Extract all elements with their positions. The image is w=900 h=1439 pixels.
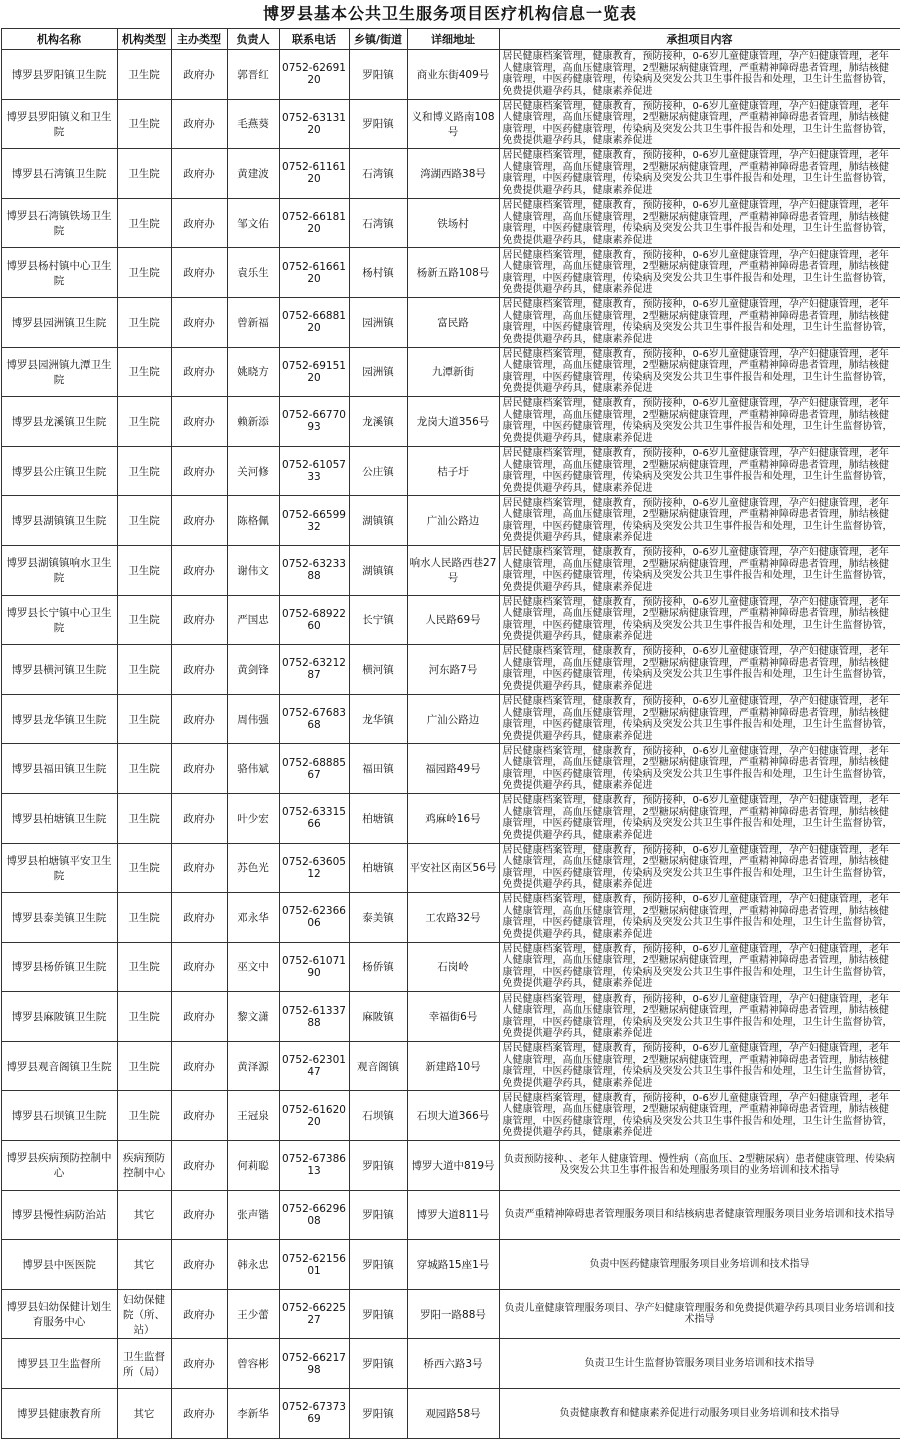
table-row [1, 1041, 900, 1091]
cell-head: 黄剑锋 [227, 645, 279, 695]
table-row [1, 545, 900, 595]
cell-org: 政府办 [171, 843, 227, 893]
cell-phone: 0752-6215601 [279, 1240, 349, 1290]
cell-content: 居民健康档案管理，健康教育，预防接种，0-6岁儿童健康管理，孕产妇健康管理，老年人健康管理，高血压健康管理，2型糖尿病健康管理，严重精神障碍患者管理，肺结核健康管理，中医药健康管理，传染病及突发公共卫生事件报告和处理，卫生计生监督协管，免费提供避孕药具，健康素养促进 [499, 1091, 900, 1141]
cell-town: 罗阳镇 [349, 1339, 407, 1389]
cell-type: 卫生院 [117, 198, 171, 248]
cell-town: 园洲镇 [349, 297, 407, 347]
table-row [1, 992, 900, 1042]
cell-name: 博罗县观音阁镇卫生院 [1, 1041, 117, 1091]
cell-addr: 桔子圩 [407, 446, 499, 496]
cell-content: 居民健康档案管理，健康教育，预防接种，0-6岁儿童健康管理，孕产妇健康管理，老年人健康管理，高血压健康管理，2型糖尿病健康管理，严重精神障碍患者管理，肺结核健康管理，中医药健康管理，传染病及突发公共卫生事件报告和处理，卫生计生监督协管，免费提供避孕药具，健康素养促进 [499, 744, 900, 794]
cell-type: 卫生院 [117, 397, 171, 447]
cell-name: 博罗县罗阳镇卫生院 [1, 50, 117, 100]
cell-phone: 0752-6162020 [279, 1091, 349, 1141]
cell-addr: 广汕公路边 [407, 694, 499, 744]
table-row [1, 1240, 900, 1290]
cell-head: 曾容彬 [227, 1339, 279, 1389]
cell-town: 麻陂镇 [349, 992, 407, 1042]
cell-content: 负责卫生计生监督协管服务项目业务培训和技术指导 [499, 1339, 900, 1389]
cell-type: 卫生院 [117, 545, 171, 595]
cell-town: 杨侨镇 [349, 942, 407, 992]
cell-phone: 0752-6629608 [279, 1190, 349, 1240]
cell-addr: 广汕公路边 [407, 496, 499, 546]
cell-content: 居民健康档案管理，健康教育，预防接种，0-6岁儿童健康管理，孕产妇健康管理，老年人健康管理，高血压健康管理，2型糖尿病健康管理，严重精神障碍患者管理，肺结核健康管理，中医药健康管理，传染病及突发公共卫生事件报告和处理，卫生计生监督协管，免费提供避孕药具，健康素养促进 [499, 793, 900, 843]
cell-town: 泰美镇 [349, 893, 407, 943]
cell-type: 卫生院 [117, 595, 171, 645]
cell-phone: 0752-6892260 [279, 595, 349, 645]
cell-phone: 0752-6688120 [279, 297, 349, 347]
cell-type: 卫生院 [117, 149, 171, 199]
cell-addr: 罗阳一路88号 [407, 1289, 499, 1339]
cell-addr: 响水人民路西巷27号 [407, 545, 499, 595]
cell-content: 负责中医药健康管理服务项目业务培训和技术指导 [499, 1240, 900, 1290]
cell-org: 政府办 [171, 645, 227, 695]
cell-head: 王冠泉 [227, 1091, 279, 1141]
cell-addr: 观园路58号 [407, 1389, 499, 1439]
table-row [1, 248, 900, 298]
cell-content: 负责严重精神障碍患者管理服务项目和结核病患者健康管理服务项目业务培训和技术指导 [499, 1190, 900, 1240]
cell-phone: 0752-6915120 [279, 347, 349, 397]
cell-addr: 湾湖西路38号 [407, 149, 499, 199]
cell-org: 政府办 [171, 893, 227, 943]
header-cell: 负责人 [227, 29, 279, 50]
cell-phone: 0752-6622527 [279, 1289, 349, 1339]
cell-type: 卫生院 [117, 446, 171, 496]
cell-name: 博罗县泰美镇卫生院 [1, 893, 117, 943]
cell-town: 龙溪镇 [349, 397, 407, 447]
table-row [1, 496, 900, 546]
cell-phone: 0752-6768368 [279, 694, 349, 744]
cell-org: 政府办 [171, 1141, 227, 1191]
cell-name: 博罗县中医医院 [1, 1240, 117, 1290]
institution-table [1, 28, 900, 1439]
cell-name: 博罗县石坝镇卫生院 [1, 1091, 117, 1141]
cell-type: 卫生院 [117, 1091, 171, 1141]
cell-town: 园洲镇 [349, 347, 407, 397]
cell-phone: 0752-6107190 [279, 942, 349, 992]
table-row [1, 645, 900, 695]
cell-phone: 0752-6236606 [279, 893, 349, 943]
table-row [1, 446, 900, 496]
cell-name: 博罗县妇幼保健计划生育服务中心 [1, 1289, 117, 1339]
cell-org: 政府办 [171, 1091, 227, 1141]
cell-content: 居民健康档案管理，健康教育，预防接种，0-6岁儿童健康管理，孕产妇健康管理，老年人健康管理，高血压健康管理，2型糖尿病健康管理，严重精神障碍患者管理，肺结核健康管理，中医药健康管理，传染病及突发公共卫生事件报告和处理，卫生计生监督协管，免费提供避孕药具，健康素养促进 [499, 496, 900, 546]
cell-org: 政府办 [171, 694, 227, 744]
cell-town: 横河镇 [349, 645, 407, 695]
cell-type: 卫生院 [117, 843, 171, 893]
cell-head: 邹文佑 [227, 198, 279, 248]
cell-addr: 新建路10号 [407, 1041, 499, 1091]
cell-phone: 0752-6133788 [279, 992, 349, 1042]
cell-phone: 0752-6269120 [279, 50, 349, 100]
cell-phone: 0752-6888567 [279, 744, 349, 794]
cell-name: 博罗县麻陂镇卫生院 [1, 992, 117, 1042]
cell-town: 福田镇 [349, 744, 407, 794]
cell-addr: 人民路69号 [407, 595, 499, 645]
cell-addr: 铁场村 [407, 198, 499, 248]
cell-org: 政府办 [171, 397, 227, 447]
cell-name: 博罗县慢性病防治站 [1, 1190, 117, 1240]
cell-org: 政府办 [171, 149, 227, 199]
cell-town: 长宁镇 [349, 595, 407, 645]
table-row [1, 1190, 900, 1240]
cell-name: 博罗县疾病预防控制中心 [1, 1141, 117, 1191]
cell-phone: 0752-6737369 [279, 1389, 349, 1439]
cell-content: 居民健康档案管理，健康教育，预防接种，0-6岁儿童健康管理，孕产妇健康管理，老年人健康管理，高血压健康管理，2型糖尿病健康管理，严重精神障碍患者管理，肺结核健康管理，中医药健康管理，传染病及突发公共卫生事件报告和处理，卫生计生监督协管，免费提供避孕药具，健康素养促进 [499, 942, 900, 992]
cell-town: 罗阳镇 [349, 50, 407, 100]
cell-type: 卫生院 [117, 496, 171, 546]
cell-type: 卫生院 [117, 50, 171, 100]
cell-content: 居民健康档案管理，健康教育，预防接种，0-6岁儿童健康管理，孕产妇健康管理，老年人健康管理，高血压健康管理，2型糖尿病健康管理，严重精神障碍患者管理，肺结核健康管理，中医药健康管理，传染病及突发公共卫生事件报告和处理，卫生计生监督协管，免费提供避孕药具，健康素养促进 [499, 595, 900, 645]
cell-name: 博罗县石湾镇铁场卫生院 [1, 198, 117, 248]
table-row [1, 1339, 900, 1389]
cell-head: 赖新添 [227, 397, 279, 447]
cell-phone: 0752-6677093 [279, 397, 349, 447]
cell-content: 居民健康档案管理，健康教育，预防接种，0-6岁儿童健康管理，孕产妇健康管理，老年人健康管理，高血压健康管理，2型糖尿病健康管理，严重精神障碍患者管理，肺结核健康管理，中医药健康管理，传染病及突发公共卫生事件报告和处理，卫生计生监督协管，免费提供避孕药具，健康素养促进 [499, 50, 900, 100]
table-row [1, 1091, 900, 1141]
table-row [1, 1289, 900, 1339]
table-row [1, 347, 900, 397]
cell-content: 居民健康档案管理，健康教育，预防接种，0-6岁儿童健康管理，孕产妇健康管理，老年人健康管理，高血压健康管理，2型糖尿病健康管理，严重精神障碍患者管理，肺结核健康管理，中医药健康管理，传染病及突发公共卫生事件报告和处理，卫生计生监督协管，免费提供避孕药具，健康素养促进 [499, 645, 900, 695]
cell-town: 石湾镇 [349, 149, 407, 199]
cell-org: 政府办 [171, 595, 227, 645]
cell-phone: 0752-6659932 [279, 496, 349, 546]
header-cell: 机构名称 [1, 29, 117, 50]
cell-addr: 石坝大道366号 [407, 1091, 499, 1141]
cell-org: 政府办 [171, 1041, 227, 1091]
cell-head: 谢伟文 [227, 545, 279, 595]
cell-addr: 博罗大道中819号 [407, 1141, 499, 1191]
cell-content: 负责健康教育和健康素养促进行动服务项目业务培训和技术指导 [499, 1389, 900, 1439]
cell-type: 卫生院 [117, 297, 171, 347]
table-row [1, 694, 900, 744]
cell-type: 卫生院 [117, 744, 171, 794]
cell-phone: 0752-6323388 [279, 545, 349, 595]
cell-type: 卫生院 [117, 248, 171, 298]
cell-town: 罗阳镇 [349, 1141, 407, 1191]
cell-head: 叶少宏 [227, 793, 279, 843]
cell-type: 其它 [117, 1240, 171, 1290]
cell-head: 李新华 [227, 1389, 279, 1439]
cell-type: 卫生院 [117, 347, 171, 397]
cell-content: 居民健康档案管理，健康教育，预防接种，0-6岁儿童健康管理，孕产妇健康管理，老年人健康管理，高血压健康管理，2型糖尿病健康管理，严重精神障碍患者管理，肺结核健康管理，中医药健康管理，传染病及突发公共卫生事件报告和处理，卫生计生监督协管，免费提供避孕药具，健康素养促进 [499, 446, 900, 496]
cell-org: 政府办 [171, 248, 227, 298]
cell-phone: 0752-6230147 [279, 1041, 349, 1091]
cell-type: 卫生院 [117, 1041, 171, 1091]
cell-org: 政府办 [171, 744, 227, 794]
cell-name: 博罗县石湾镇卫生院 [1, 149, 117, 199]
cell-name: 博罗县湖镇镇卫生院 [1, 496, 117, 546]
cell-town: 罗阳镇 [349, 1289, 407, 1339]
cell-name: 博罗县罗阳镇义和卫生院 [1, 99, 117, 149]
cell-content: 居民健康档案管理，健康教育，预防接种，0-6岁儿童健康管理，孕产妇健康管理，老年人健康管理，高血压健康管理，2型糖尿病健康管理，严重精神障碍患者管理，肺结核健康管理，中医药健康管理，传染病及突发公共卫生事件报告和处理，卫生计生监督协管，免费提供避孕药具，健康素养促进 [499, 347, 900, 397]
cell-type: 卫生院 [117, 645, 171, 695]
table-row [1, 744, 900, 794]
cell-type: 卫生院 [117, 793, 171, 843]
table-row [1, 793, 900, 843]
cell-head: 邓永华 [227, 893, 279, 943]
cell-org: 政府办 [171, 99, 227, 149]
cell-town: 龙华镇 [349, 694, 407, 744]
cell-head: 骆伟斌 [227, 744, 279, 794]
cell-name: 博罗县龙华镇卫生院 [1, 694, 117, 744]
cell-addr: 平安社区南区56号 [407, 843, 499, 893]
table-row [1, 198, 900, 248]
cell-town: 杨村镇 [349, 248, 407, 298]
cell-name: 博罗县健康教育所 [1, 1389, 117, 1439]
cell-org: 政府办 [171, 1389, 227, 1439]
cell-content: 居民健康档案管理，健康教育，预防接种，0-6岁儿童健康管理，孕产妇健康管理，老年人健康管理，高血压健康管理，2型糖尿病健康管理，严重精神障碍患者管理，肺结核健康管理，中医药健康管理，传染病及突发公共卫生事件报告和处理，卫生计生监督协管，免费提供避孕药具，健康素养促进 [499, 149, 900, 199]
cell-content: 居民健康档案管理，健康教育，预防接种，0-6岁儿童健康管理，孕产妇健康管理，老年人健康管理，高血压健康管理，2型糖尿病健康管理，严重精神障碍患者管理，肺结核健康管理，中医药健康管理，传染病及突发公共卫生事件报告和处理，卫生计生监督协管，免费提供避孕药具，健康素养促进 [499, 397, 900, 447]
table-row [1, 1141, 900, 1191]
table-row [1, 99, 900, 149]
cell-head: 韩永忠 [227, 1240, 279, 1290]
cell-type: 卫生院 [117, 893, 171, 943]
cell-type: 其它 [117, 1190, 171, 1240]
table-body [1, 50, 900, 1439]
cell-org: 政府办 [171, 50, 227, 100]
cell-addr: 富民路 [407, 297, 499, 347]
cell-phone: 0752-6738613 [279, 1141, 349, 1191]
cell-org: 政府办 [171, 446, 227, 496]
cell-head: 王少蕾 [227, 1289, 279, 1339]
table-row [1, 149, 900, 199]
cell-town: 罗阳镇 [349, 1240, 407, 1290]
cell-org: 政府办 [171, 793, 227, 843]
cell-addr: 龙岗大道356号 [407, 397, 499, 447]
cell-head: 袁乐生 [227, 248, 279, 298]
cell-addr: 工农路32号 [407, 893, 499, 943]
cell-addr: 九潭新街 [407, 347, 499, 397]
cell-head: 张声锴 [227, 1190, 279, 1240]
cell-addr: 石岗岭 [407, 942, 499, 992]
table-row [1, 595, 900, 645]
cell-addr: 幸福街6号 [407, 992, 499, 1042]
cell-head: 巫文中 [227, 942, 279, 992]
cell-town: 罗阳镇 [349, 1389, 407, 1439]
cell-town: 石湾镇 [349, 198, 407, 248]
cell-name: 博罗县柏塘镇卫生院 [1, 793, 117, 843]
cell-type: 妇幼保健院（所、站） [117, 1289, 171, 1339]
cell-type: 卫生院 [117, 942, 171, 992]
table-row [1, 893, 900, 943]
cell-town: 柏塘镇 [349, 843, 407, 893]
cell-content: 居民健康档案管理，健康教育，预防接种，0-6岁儿童健康管理，孕产妇健康管理，老年人健康管理，高血压健康管理，2型糖尿病健康管理，严重精神障碍患者管理，肺结核健康管理，中医药健康管理，传染病及突发公共卫生事件报告和处理，卫生计生监督协管，免费提供避孕药具，健康素养促进 [499, 545, 900, 595]
cell-town: 柏塘镇 [349, 793, 407, 843]
cell-phone: 0752-6313120 [279, 99, 349, 149]
cell-addr: 鸡麻岭16号 [407, 793, 499, 843]
cell-content: 居民健康档案管理，健康教育，预防接种，0-6岁儿童健康管理，孕产妇健康管理，老年人健康管理，高血压健康管理，2型糖尿病健康管理，严重精神障碍患者管理，肺结核健康管理，中医药健康管理，传染病及突发公共卫生事件报告和处理，卫生计生监督协管，免费提供避孕药具，健康素养促进 [499, 99, 900, 149]
cell-phone: 0752-6166120 [279, 248, 349, 298]
cell-head: 周伟强 [227, 694, 279, 744]
cell-org: 政府办 [171, 198, 227, 248]
cell-head: 姚晓方 [227, 347, 279, 397]
cell-addr: 义和博义路南108号 [407, 99, 499, 149]
cell-addr: 商业东街409号 [407, 50, 499, 100]
cell-type: 疾病预防控制中心 [117, 1141, 171, 1191]
header-cell: 主办类型 [171, 29, 227, 50]
header-cell: 联系电话 [279, 29, 349, 50]
cell-town: 观音阁镇 [349, 1041, 407, 1091]
cell-name: 博罗县长宁镇中心卫生院 [1, 595, 117, 645]
cell-town: 公庄镇 [349, 446, 407, 496]
cell-content: 负责儿童健康管理服务项目、孕产妇健康管理服务和免费提供避孕药具项目业务培训和技术指导 [499, 1289, 900, 1339]
cell-addr: 桥西六路3号 [407, 1339, 499, 1389]
cell-org: 政府办 [171, 1289, 227, 1339]
cell-addr: 杨新五路108号 [407, 248, 499, 298]
cell-phone: 0752-6321287 [279, 645, 349, 695]
cell-addr: 博罗大道811号 [407, 1190, 499, 1240]
cell-org: 政府办 [171, 942, 227, 992]
cell-head: 黎文潇 [227, 992, 279, 1042]
cell-name: 博罗县卫生监督所 [1, 1339, 117, 1389]
cell-org: 政府办 [171, 1240, 227, 1290]
cell-org: 政府办 [171, 347, 227, 397]
cell-addr: 穿城路15座1号 [407, 1240, 499, 1290]
cell-type: 卫生院 [117, 992, 171, 1042]
cell-name: 博罗县横河镇卫生院 [1, 645, 117, 695]
cell-head: 陈格佩 [227, 496, 279, 546]
cell-content: 负责预防接种、、老年人健康管理、慢性病（高血压、2型糖尿病）患者健康管理、传染病及突发公共卫生事件报告和处理服务项目的业务培训和技术指导 [499, 1141, 900, 1191]
cell-name: 博罗县福田镇卫生院 [1, 744, 117, 794]
cell-head: 曾新福 [227, 297, 279, 347]
cell-org: 政府办 [171, 297, 227, 347]
cell-content: 居民健康档案管理，健康教育，预防接种，0-6岁儿童健康管理，孕产妇健康管理，老年人健康管理，高血压健康管理，2型糖尿病健康管理，严重精神障碍患者管理，肺结核健康管理，中医药健康管理，传染病及突发公共卫生事件报告和处理，卫生计生监督协管，免费提供避孕药具，健康素养促进 [499, 992, 900, 1042]
cell-org: 政府办 [171, 1190, 227, 1240]
cell-phone: 0752-6618120 [279, 198, 349, 248]
table-row [1, 397, 900, 447]
cell-org: 政府办 [171, 1339, 227, 1389]
page-title: 博罗县基本公共卫生服务项目医疗机构信息一览表 [0, 0, 900, 28]
cell-type: 卫生院 [117, 99, 171, 149]
cell-name: 博罗县杨侨镇卫生院 [1, 942, 117, 992]
cell-content: 居民健康档案管理，健康教育，预防接种，0-6岁儿童健康管理，孕产妇健康管理，老年人健康管理，高血压健康管理，2型糖尿病健康管理，严重精神障碍患者管理，肺结核健康管理，中医药健康管理，传染病及突发公共卫生事件报告和处理，卫生计生监督协管，免费提供避孕药具，健康素养促进 [499, 843, 900, 893]
table-row [1, 1389, 900, 1439]
cell-name: 博罗县湖镇镇响水卫生院 [1, 545, 117, 595]
cell-head: 严国忠 [227, 595, 279, 645]
header-cell: 详细地址 [407, 29, 499, 50]
table-row [1, 50, 900, 100]
cell-town: 湖镇镇 [349, 545, 407, 595]
cell-phone: 0752-6105733 [279, 446, 349, 496]
cell-name: 博罗县园洲镇卫生院 [1, 297, 117, 347]
cell-name: 博罗县杨村镇中心卫生院 [1, 248, 117, 298]
cell-org: 政府办 [171, 992, 227, 1042]
cell-phone: 0752-6116120 [279, 149, 349, 199]
cell-town: 罗阳镇 [349, 1190, 407, 1240]
cell-type: 卫生院 [117, 694, 171, 744]
cell-org: 政府办 [171, 545, 227, 595]
cell-head: 黄泽源 [227, 1041, 279, 1091]
cell-content: 居民健康档案管理，健康教育，预防接种，0-6岁儿童健康管理，孕产妇健康管理，老年人健康管理，高血压健康管理，2型糖尿病健康管理，严重精神障碍患者管理，肺结核健康管理，中医药健康管理，传染病及突发公共卫生事件报告和处理，卫生计生监督协管，免费提供避孕药具，健康素养促进 [499, 248, 900, 298]
cell-content: 居民健康档案管理，健康教育，预防接种，0-6岁儿童健康管理，孕产妇健康管理，老年人健康管理，高血压健康管理，2型糖尿病健康管理，严重精神障碍患者管理，肺结核健康管理，中医药健康管理，传染病及突发公共卫生事件报告和处理，卫生计生监督协管，免费提供避孕药具，健康素养促进 [499, 297, 900, 347]
table-row [1, 843, 900, 893]
cell-addr: 福园路49号 [407, 744, 499, 794]
cell-phone: 0752-6621798 [279, 1339, 349, 1389]
header-cell: 机构类型 [117, 29, 171, 50]
cell-name: 博罗县柏塘镇平安卫生院 [1, 843, 117, 893]
cell-org: 政府办 [171, 496, 227, 546]
header-cell: 承担项目内容 [499, 29, 900, 50]
cell-name: 博罗县园洲镇九潭卫生院 [1, 347, 117, 397]
cell-name: 博罗县龙溪镇卫生院 [1, 397, 117, 447]
header-cell: 乡镇/街道 [349, 29, 407, 50]
cell-town: 石坝镇 [349, 1091, 407, 1141]
cell-name: 博罗县公庄镇卫生院 [1, 446, 117, 496]
cell-town: 湖镇镇 [349, 496, 407, 546]
cell-addr: 河东路7号 [407, 645, 499, 695]
cell-phone: 0752-6360512 [279, 843, 349, 893]
cell-content: 居民健康档案管理，健康教育，预防接种，0-6岁儿童健康管理，孕产妇健康管理，老年人健康管理，高血压健康管理，2型糖尿病健康管理，严重精神障碍患者管理，肺结核健康管理，中医药健康管理，传染病及突发公共卫生事件报告和处理，卫生计生监督协管，免费提供避孕药具，健康素养促进 [499, 893, 900, 943]
cell-head: 郭晋红 [227, 50, 279, 100]
table-row [1, 942, 900, 992]
cell-type: 其它 [117, 1389, 171, 1439]
cell-phone: 0752-6331566 [279, 793, 349, 843]
header-row [1, 29, 900, 50]
cell-head: 毛燕葵 [227, 99, 279, 149]
cell-head: 何莉聪 [227, 1141, 279, 1191]
cell-content: 居民健康档案管理，健康教育，预防接种，0-6岁儿童健康管理，孕产妇健康管理，老年人健康管理，高血压健康管理，2型糖尿病健康管理，严重精神障碍患者管理，肺结核健康管理，中医药健康管理，传染病及突发公共卫生事件报告和处理，卫生计生监督协管，免费提供避孕药具，健康素养促进 [499, 694, 900, 744]
table-row [1, 297, 900, 347]
cell-head: 苏色光 [227, 843, 279, 893]
cell-town: 罗阳镇 [349, 99, 407, 149]
cell-content: 居民健康档案管理，健康教育，预防接种，0-6岁儿童健康管理，孕产妇健康管理，老年人健康管理，高血压健康管理，2型糖尿病健康管理，严重精神障碍患者管理，肺结核健康管理，中医药健康管理，传染病及突发公共卫生事件报告和处理，卫生计生监督协管，免费提供避孕药具，健康素养促进 [499, 1041, 900, 1091]
cell-head: 黄建波 [227, 149, 279, 199]
cell-content: 居民健康档案管理，健康教育，预防接种，0-6岁儿童健康管理，孕产妇健康管理，老年人健康管理，高血压健康管理，2型糖尿病健康管理，严重精神障碍患者管理，肺结核健康管理，中医药健康管理，传染病及突发公共卫生事件报告和处理，卫生计生监督协管，免费提供避孕药具，健康素养促进 [499, 198, 900, 248]
cell-head: 关河修 [227, 446, 279, 496]
cell-type: 卫生监督所（局） [117, 1339, 171, 1389]
